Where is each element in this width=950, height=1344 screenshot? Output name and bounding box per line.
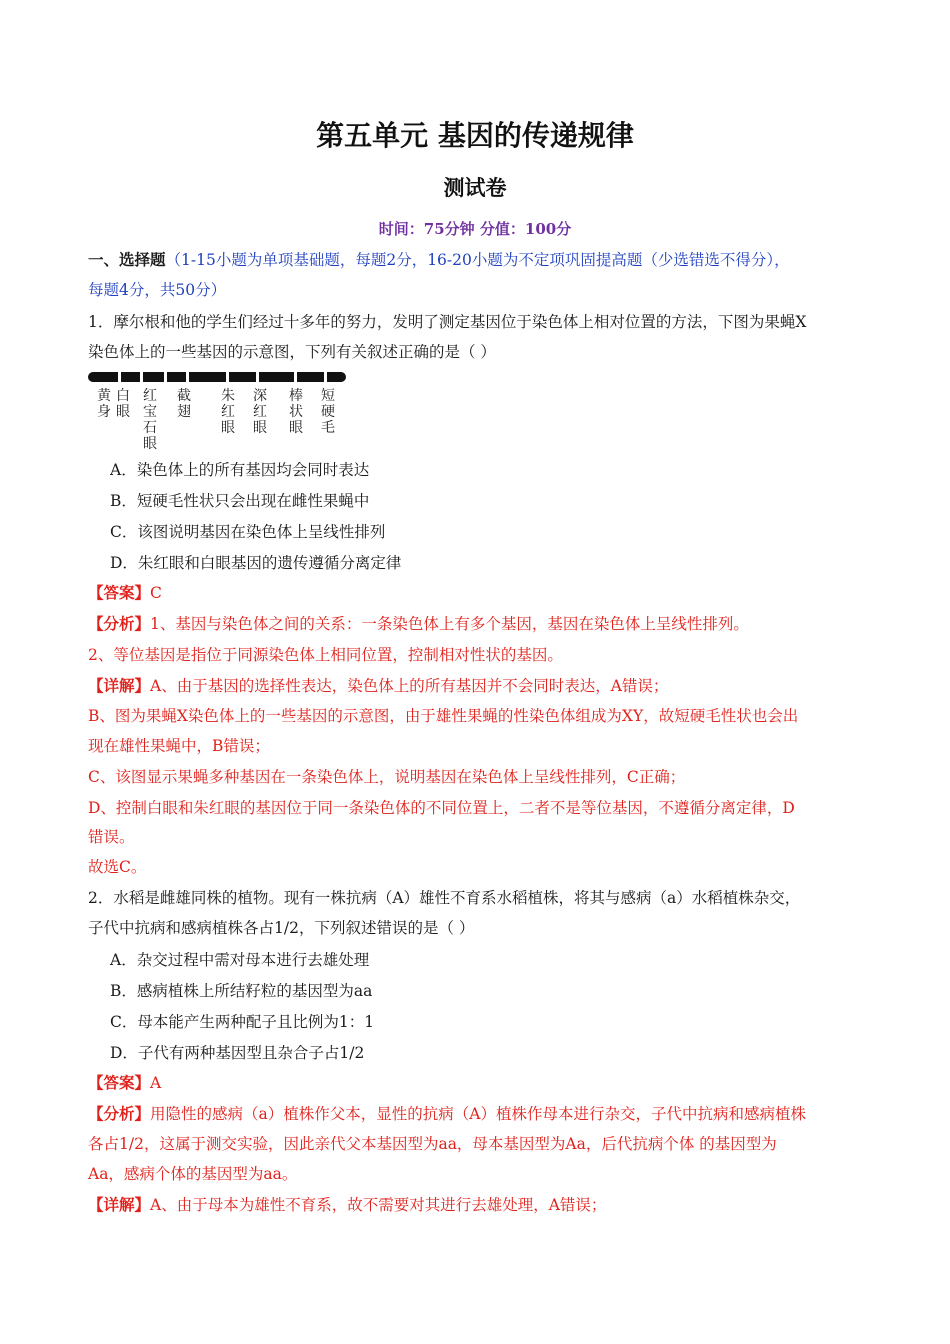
q2-option-d: D．子代有两种基因型且杂合子占1/2 [110,1044,365,1062]
q1-option-c: C．该图说明基因在染色体上呈线性排列 [110,523,386,541]
gene-marker [256,372,259,382]
analysis-text: 用隐性的感病（a）植株作父本，显性的抗病（A）植株作母本进行杂交，子代中抗病和感病植株 [150,1105,806,1123]
gene-label: 深红眼 [253,388,267,436]
detail-tag: 【详解】 [88,676,151,695]
q1-option-b: B．短硬毛性状只会出现在雌性果蝇中 [110,492,370,510]
q2-option-c: C．母本能产生两种配子且比例为1：1 [110,1013,375,1031]
q2-option-b: B．感病植株上所结籽粒的基因型为aa [110,982,373,1000]
gene-label: 白眼 [116,388,130,420]
q2-analysis-2: 各占1/2，这属于测交实验，因此亲代父本基因型为aa，母本基因型为Aa，后代抗病个体 的基因型为 [88,1135,777,1153]
q1-detail-5: D、控制白眼和朱红眼的基因位于同一条染色体的不同位置上，二者不是等位基因，不遵循分离定律，D [88,799,795,817]
chromosome-bar [88,372,346,382]
answer-value: A [150,1074,162,1092]
gene-label: 黄身 [97,388,111,420]
q1-option-d: D．朱红眼和白眼基因的遗传遵循分离定律 [110,554,402,572]
q1-analysis-2: 2、等位基因是指位于同源染色体上相同位置，控制相对性状的基因。 [88,646,563,664]
gene-label: 截翅 [177,388,191,420]
gene-label: 红宝石眼 [143,388,157,452]
q2-answer [88,1073,878,1093]
q2-stem-1: 2．水稻是雌雄同株的植物。现有一株抗病（A）雄性不育系水稻植株，将其与感病（a）水稻植株杂交， [88,889,801,907]
analysis-tag: 【分析】 [88,1104,151,1123]
gene-marker [226,372,229,382]
q2-analysis-1 [88,1104,878,1124]
q2-analysis-3: Aa，感病个体的基因型为aa。 [88,1165,298,1183]
detail-text: A、由于基因的选择性表达，染色体上的所有基因并不会同时表达，A错误； [150,677,669,695]
detail-tag: 【详解】 [88,1195,151,1214]
q1-detail-2: B、图为果蝇X染色体上的一些基因的示意图，由于雄性果蝇的性染色体组成为XY，故短硬毛性状也会出 [88,707,799,725]
q1-stem-2: 染色体上的一些基因的示意图，下列有关叙述正确的是（ ） [88,343,496,361]
time-score-line: 时间：75分钟 分值：100分 [378,220,572,238]
gene-marker [140,372,143,382]
gene-marker [164,372,167,382]
detail-text: A、由于母本为雄性不育系，故不需要对其进行去雄处理，A错误； [150,1196,607,1214]
q1-detail-3: 现在雄性果蝇中，B错误； [88,737,270,755]
q1-stem-1: 1．摩尔根和他的学生们经过十多年的努力，发明了测定基因位于染色体上相对位置的方法，下图为果蝇X [88,313,807,331]
section-heading-line [88,250,878,270]
gene-label: 朱红眼 [221,388,235,436]
q1-detail-1 [88,676,878,696]
page-title: 第五单元 基因的传递规律 [316,119,634,152]
q2-detail-1 [88,1195,878,1215]
q1-option-a: A．染色体上的所有基因均会同时表达 [110,461,370,479]
section-note-cont: 每题4分，共50分） [88,281,227,299]
q1-answer [88,583,878,603]
answer-value: C [150,584,162,602]
answer-tag: 【答案】 [88,583,151,602]
page-subtitle: 测试卷 [443,176,507,200]
gene-label: 棒状眼 [289,388,303,436]
q2-option-a: A．杂交过程中需对母本进行去雄处理 [110,951,370,969]
q2-stem-2: 子代中抗病和感病植株各占1/2，下列叙述错误的是（ ） [88,919,475,937]
gene-label: 短硬毛 [321,388,335,436]
gene-marker [186,372,189,382]
answer-tag: 【答案】 [88,1073,151,1092]
gene-marker [118,372,121,382]
analysis-text: 1、基因与染色体之间的关系：一条染色体上有多个基因，基因在染色体上呈线性排列。 [150,615,749,633]
gene-marker [294,372,297,382]
gene-marker [324,372,327,382]
x-chromosome-diagram [88,372,358,452]
q1-conclusion: 故选C。 [88,858,147,876]
analysis-tag: 【分析】 [88,614,151,633]
q1-detail-6: 错误。 [88,828,135,846]
q1-analysis-1 [88,614,878,634]
section-note: （1-15小题为单项基础题，每题2分，16-20小题为不定项巩固提高题（少选错选不得分）， [165,251,790,269]
q1-detail-4: C、该图显示果蝇多种基因在一条染色体上，说明基因在染色体上呈线性排列，C正确； [88,768,686,786]
section-heading: 一、选择题 [88,250,166,269]
